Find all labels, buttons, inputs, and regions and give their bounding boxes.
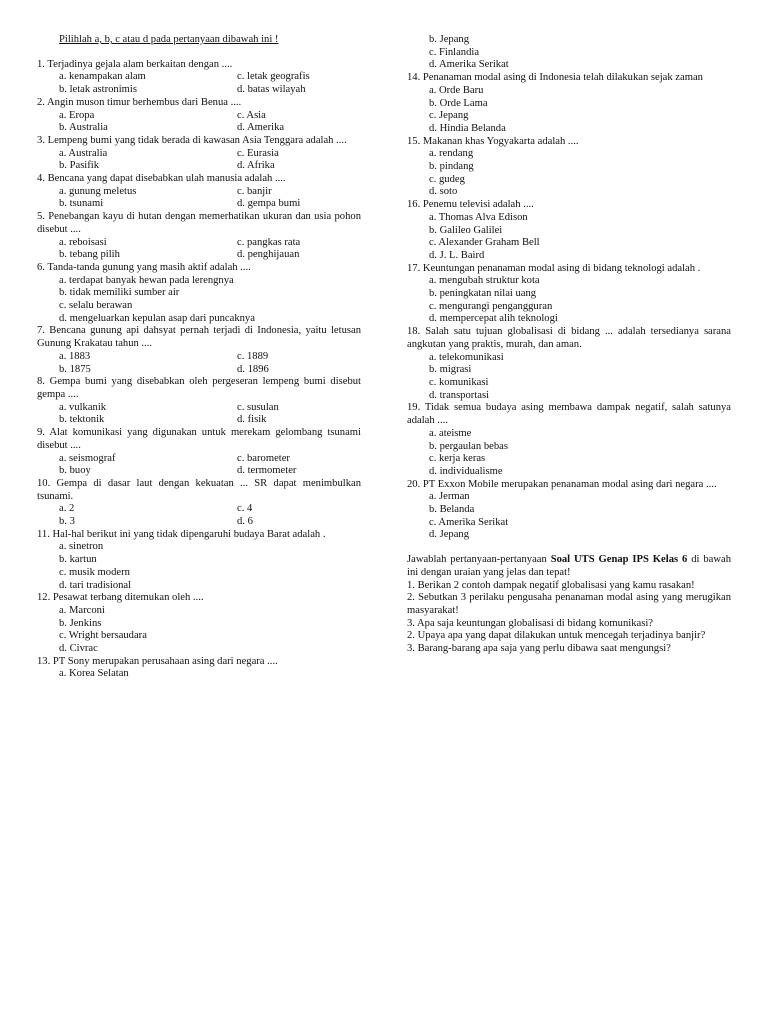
question-stem: 7. Bencana gunung api dahsyat pernah terjadi di Indonesia, yaitu letusan Gunung Krakatau tahun .... <box>37 325 361 350</box>
answer-option: c. Wright bersaudara <box>59 630 147 642</box>
question-item <box>37 529 361 593</box>
right-question-list <box>407 34 731 542</box>
answer-option: c. letak geografis <box>237 71 310 83</box>
essay-question: 3. Barang-barang apa saja yang perlu dibawa saat mengungsi? <box>407 643 671 655</box>
answer-option: b. tidak memiliki sumber air <box>59 287 180 299</box>
question-item <box>407 263 731 327</box>
essay-question: 2. Sebutkan 3 perilaku pengusaha penanaman modal asing yang merugikan masyarakat! <box>407 592 731 616</box>
answer-option: a. telekomunikasi <box>429 351 504 363</box>
question-item <box>37 173 361 211</box>
answer-option: c. Alexander Graham Bell <box>429 237 540 249</box>
essay-instructions <box>407 554 731 579</box>
question-stem: 1. Terjadinya gejala alam berkaitan dengan .... <box>37 58 233 70</box>
essay-question-list <box>407 580 731 656</box>
answer-option: d. 1896 <box>237 363 269 375</box>
answer-option: b. peningkatan nilai uang <box>429 288 537 300</box>
essay-question: 3. Apa saja keuntungan globalisasi di bidang komunikasi? <box>407 617 653 629</box>
answer-option: d. termometer <box>237 465 297 477</box>
answer-option: b. pindang <box>429 161 474 173</box>
question-item <box>37 135 361 173</box>
question-stem: 12. Pesawat terbang ditemukan oleh .... <box>37 592 204 604</box>
answer-option: b. Jepang <box>429 34 470 45</box>
option-list <box>407 85 731 136</box>
answer-option: d. Amerika <box>237 122 285 134</box>
question-stem: 8. Gempa bumi yang disebabkan oleh pergeseran lempeng bumi disebut gempa .... <box>37 376 361 400</box>
essay-question: 2. Upaya apa yang dapat dilakukan untuk mencegah terjadinya banjir? <box>407 630 706 642</box>
option-list <box>407 491 731 542</box>
answer-option: d. fisik <box>237 414 267 426</box>
option-list <box>37 186 361 211</box>
answer-option: a. mengubah struktur kota <box>429 275 540 287</box>
option-list <box>407 352 731 403</box>
left-column <box>37 34 361 681</box>
option-list <box>37 148 361 173</box>
answer-option: d. penghijauan <box>237 249 300 261</box>
answer-option: a. vulkanik <box>59 401 107 413</box>
answer-option: c. Jepang <box>429 110 469 122</box>
option-list <box>37 453 361 478</box>
answer-option: b. 3 <box>59 516 75 528</box>
answer-option: d. Jepang <box>429 529 470 541</box>
answer-option: c. Finlandia <box>429 46 480 58</box>
option-list <box>407 34 731 72</box>
question-stem: 13. PT Sony merupakan perusahaan asing dari negara .... <box>37 655 278 667</box>
answer-option: c. komunikasi <box>429 376 489 388</box>
answer-option: c. pangkas rata <box>237 236 301 248</box>
answer-option: d. individualisme <box>429 465 503 477</box>
answer-option: b. tsunami <box>59 198 104 210</box>
answer-option: b. Jenkins <box>59 617 102 629</box>
answer-option: b. Belanda <box>429 504 475 516</box>
option-list <box>407 148 731 199</box>
answer-option: b. pergaulan bebas <box>429 440 508 452</box>
answer-option: a. ateisme <box>429 427 472 439</box>
answer-option: b. Australia <box>59 122 108 134</box>
option-list <box>37 503 361 528</box>
option-list <box>407 275 731 326</box>
answer-option: d. J. L. Baird <box>429 249 485 261</box>
essay-question: 1. Berikan 2 contoh dampak negatif globalisasi yang kamu rasakan! <box>407 579 695 591</box>
answer-option: a. Korea Selatan <box>59 668 129 680</box>
answer-option: c. Asia <box>237 109 266 121</box>
question-item <box>37 376 361 427</box>
question-stem: 17. Keuntungan penanaman modal asing di bidang teknologi adalah . <box>407 262 701 274</box>
option-list <box>37 605 361 656</box>
question-stem: 18. Salah satu tujuan globalisasi di bidang ... adalah tersedianya sarana angkutan yang praktis, murah, dan aman. <box>407 326 731 350</box>
question-stem: 6. Tanda-tanda gunung yang masih aktif adalah .... <box>37 261 251 273</box>
answer-option: b. buoy <box>59 465 91 477</box>
answer-option: c. banjir <box>237 185 272 197</box>
answer-option: c. susulan <box>237 401 279 413</box>
question-stem: 14. Penanaman modal asing di Indonesia telah dilakukan sejak zaman <box>407 72 703 84</box>
answer-option: b. Galileo Galilei <box>429 224 503 236</box>
answer-option: d. batas wilayah <box>237 84 306 96</box>
option-list <box>407 212 731 263</box>
answer-option: c. selalu berawan <box>59 300 133 312</box>
answer-option: d. Afrika <box>237 160 275 172</box>
essay-intro-after: di bawah ini dengan uraian yang jelas dan tepat! <box>407 554 732 578</box>
question-stem: 15. Makanan khas Yogyakarta adalah .... <box>407 135 579 147</box>
answer-option: c. Eurasia <box>237 147 279 159</box>
essay-intro-before: Jawablah pertanyaan-pertanyaan <box>407 554 547 566</box>
instructions-heading: Pilihlah a, b, c atau d pada pertanyaan dibawah ini ! <box>59 34 279 45</box>
answer-option: d. gempa bumi <box>237 198 301 210</box>
answer-option: a. Thomas Alva Edison <box>429 211 528 223</box>
answer-option: a. reboisasi <box>59 236 107 248</box>
answer-option: d. tari tradisional <box>59 579 132 591</box>
question-item <box>407 326 731 402</box>
answer-option: c. mengurangi pengangguran <box>429 300 553 312</box>
answer-option: d. mengeluarkan kepulan asap dari puncaknya <box>59 312 255 324</box>
question-item <box>37 211 361 262</box>
answer-option: a. terdapat banyak hewan pada lerengnya <box>59 274 234 286</box>
answer-option: d. mempercepat alih teknologi <box>429 313 558 325</box>
answer-option: c. Amerika Serikat <box>429 516 509 528</box>
left-question-list <box>37 59 361 681</box>
answer-option: b. letak astronimis <box>59 84 137 96</box>
answer-option: a. Australia <box>59 147 108 159</box>
answer-option: b. 1875 <box>59 363 91 375</box>
answer-option: b. kartun <box>59 554 97 566</box>
answer-option: d. soto <box>429 186 458 198</box>
question-item <box>407 199 731 263</box>
answer-option: a. Eropa <box>59 109 95 121</box>
answer-option: a. rendang <box>429 148 474 160</box>
question-stem: 10. Gempa di dasar laut dengan kekuatan ... SR dapat menimbulkan tsunami. <box>37 477 361 502</box>
answer-option: d. 6 <box>237 516 253 528</box>
question-item <box>37 325 361 376</box>
answer-option: b. Pasifik <box>59 160 100 172</box>
answer-option: b. migrasi <box>429 364 472 376</box>
question-stem: 11. Hal-hal berikut ini yang tidak dipengaruhi budaya Barat adalah . <box>37 528 326 540</box>
answer-option: a. sinetron <box>59 541 104 553</box>
question-item <box>37 656 361 681</box>
option-list <box>37 351 361 376</box>
answer-option: b. tebang pilih <box>59 249 120 261</box>
answer-option: a. 2 <box>59 503 75 515</box>
question-stem: 4. Bencana yang dapat disebabkan ulah manusia adalah .... <box>37 173 286 185</box>
option-list <box>37 668 361 681</box>
question-stem: 3. Lempeng bumi yang tidak berada di kawasan Asia Tenggara adalah .... <box>37 134 347 146</box>
answer-option: a. Jerman <box>429 491 470 503</box>
question-item <box>407 72 731 136</box>
option-list <box>37 402 361 427</box>
question-item <box>407 402 731 478</box>
option-list <box>37 237 361 262</box>
question-stem: 5. Penebangan kayu di hutan dengan memerhatikan ukuran dan usia pohon disebut .... <box>37 211 361 235</box>
option-list <box>37 71 361 96</box>
answer-option: c. barometer <box>237 452 290 464</box>
option-list <box>37 110 361 135</box>
question-stem: 20. PT Exxon Mobile merupakan penanaman modal asing dari negara .... <box>407 478 717 490</box>
answer-option: c. 4 <box>237 503 253 515</box>
answer-option: c. kerja keras <box>429 453 486 465</box>
question-stem: 19. Tidak semua budaya asing membawa dampak negatif, salah satunya adalah .... <box>407 402 731 427</box>
question-item <box>37 97 361 135</box>
right-column <box>407 34 731 656</box>
answer-option: d. transportasi <box>429 389 490 401</box>
option-list <box>407 428 731 479</box>
question-stem: 2. Angin muson timur berhembus dari Benua .... <box>37 96 242 108</box>
answer-option: a. kenampakan alam <box>59 71 146 83</box>
question-stem: 9. Alat komunikasi yang digunakan untuk merekam gelombang tsunami disebut .... <box>37 427 361 451</box>
question-item <box>37 262 361 326</box>
option-list <box>37 541 361 592</box>
question-item <box>407 479 731 543</box>
question-stem: 16. Penemu televisi adalah .... <box>407 199 534 211</box>
answer-option: c. musik modern <box>59 566 130 578</box>
option-list <box>37 275 361 326</box>
question-item <box>407 34 731 72</box>
answer-option: b. tektonik <box>59 414 105 426</box>
answer-option: a. gunung meletus <box>59 185 137 197</box>
answer-option: a. seismograf <box>59 452 116 464</box>
answer-option: c. 1889 <box>237 350 269 362</box>
answer-option: a. Orde Baru <box>429 84 484 96</box>
answer-option: a. Marconi <box>59 604 105 616</box>
question-item <box>37 592 361 656</box>
question-item <box>407 136 731 200</box>
answer-option: a. 1883 <box>59 350 91 362</box>
answer-option: d. Hindia Belanda <box>429 122 506 134</box>
question-item <box>37 427 361 478</box>
answer-option: d. Civrac <box>59 643 98 655</box>
answer-option: d. Amerika Serikat <box>429 59 509 71</box>
answer-option: b. Orde Lama <box>429 97 488 109</box>
question-item <box>37 59 361 97</box>
answer-option: c. gudeg <box>429 173 465 185</box>
essay-intro-title: Soal UTS Genap IPS Kelas 6 <box>550 554 688 566</box>
question-item <box>37 478 361 529</box>
